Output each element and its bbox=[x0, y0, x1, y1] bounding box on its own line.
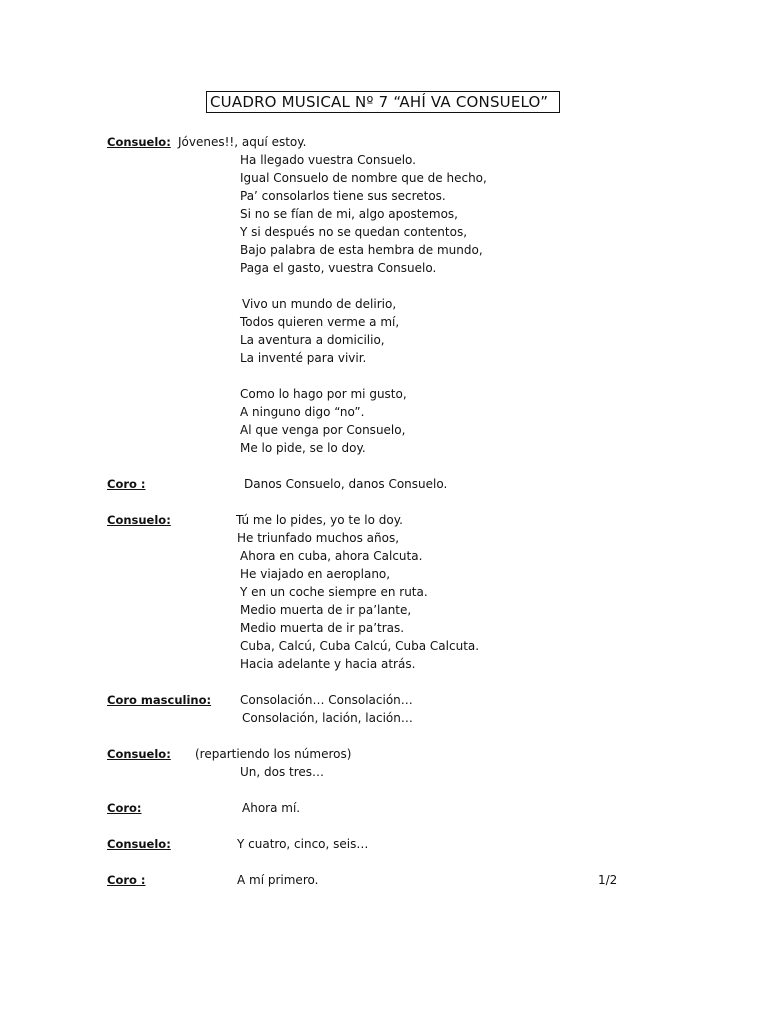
lyric-line: Al que venga por Consuelo, bbox=[240, 423, 406, 437]
lyric-line: Consolación, lación, lación… bbox=[242, 711, 413, 725]
lyric-line: Un, dos tres… bbox=[240, 765, 325, 779]
page-number: 1/2 bbox=[598, 873, 618, 887]
stage-direction: (repartiendo los números) bbox=[195, 747, 352, 761]
lyric-line: Paga el gasto, vuestra Consuelo. bbox=[240, 261, 437, 275]
speaker-label: Consuelo: bbox=[107, 513, 171, 527]
lyric-line: He triunfado muchos años, bbox=[237, 531, 400, 545]
lyric-line: Bajo palabra de esta hembra de mundo, bbox=[240, 243, 483, 257]
speaker-label: Consuelo: bbox=[107, 747, 171, 761]
speaker-label: Coro: bbox=[107, 801, 142, 815]
lyric-line: Y si después no se quedan contentos, bbox=[240, 225, 468, 239]
lyric-line: Me lo pide, se lo doy. bbox=[240, 441, 366, 455]
page-title: CUADRO MUSICAL Nº 7 “AHÍ VA CONSUELO” bbox=[206, 91, 560, 113]
lyric-line: Consolación… Consolación… bbox=[240, 693, 413, 707]
lyric-line: He viajado en aeroplano, bbox=[240, 567, 391, 581]
lyric-line: Tú me lo pides, yo te lo doy. bbox=[236, 513, 403, 527]
lyric-line: Hacia adelante y hacia atrás. bbox=[240, 657, 416, 671]
lyric-line: Ahora en cuba, ahora Calcuta. bbox=[240, 549, 423, 563]
lyric-line: Como lo hago por mi gusto, bbox=[240, 387, 407, 401]
lyric-line: Vivo un mundo de delirio, bbox=[242, 297, 397, 311]
lyric-line: A mí primero. bbox=[237, 873, 319, 887]
lyric-line: Pa’ consolarlos tiene sus secretos. bbox=[240, 189, 446, 203]
lyric-line: Cuba, Calcú, Cuba Calcú, Cuba Calcuta. bbox=[240, 639, 480, 653]
lyric-line: La inventé para vivir. bbox=[240, 351, 367, 365]
lyric-line: Si no se fían de mi, algo apostemos, bbox=[240, 207, 458, 221]
lyric-line: Medio muerta de ir pa’tras. bbox=[240, 621, 405, 635]
speaker-label: Consuelo: bbox=[107, 135, 171, 149]
lyric-line: A ninguno digo “no”. bbox=[240, 405, 365, 419]
speaker-label: Coro : bbox=[107, 873, 146, 887]
lyric-line: Medio muerta de ir pa’lante, bbox=[240, 603, 412, 617]
lyric-line: Jóvenes!!, aquí estoy. bbox=[178, 135, 307, 149]
lyric-line: Y en un coche siempre en ruta. bbox=[240, 585, 428, 599]
lyric-line: Todos quieren verme a mí, bbox=[240, 315, 400, 329]
lyric-line: Y cuatro, cinco, seis… bbox=[237, 837, 369, 851]
lyric-line: Igual Consuelo de nombre que de hecho, bbox=[240, 171, 487, 185]
lyric-line: Ahora mí. bbox=[242, 801, 301, 815]
lyric-line: La aventura a domicilio, bbox=[240, 333, 385, 347]
speaker-label: Coro masculino: bbox=[107, 693, 212, 707]
lyric-line: Danos Consuelo, danos Consuelo. bbox=[244, 477, 448, 491]
lyric-line: Ha llegado vuestra Consuelo. bbox=[240, 153, 416, 167]
speaker-label: Consuelo: bbox=[107, 837, 171, 851]
speaker-label: Coro : bbox=[107, 477, 146, 491]
